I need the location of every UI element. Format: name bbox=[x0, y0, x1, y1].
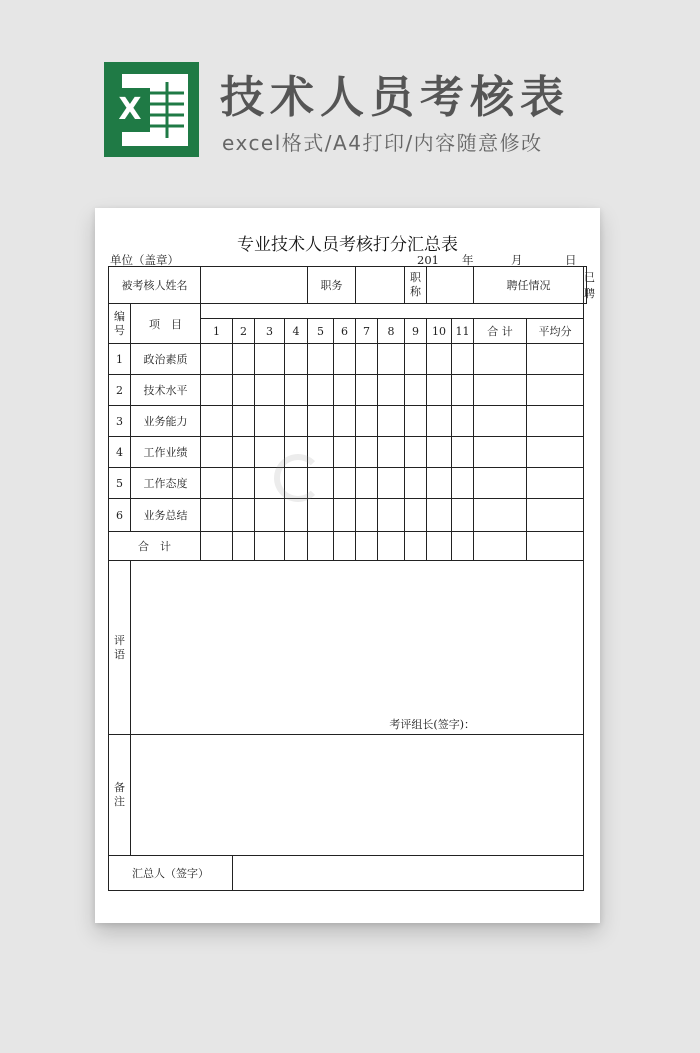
score-cell[interactable] bbox=[285, 468, 308, 499]
employment-value[interactable]: 已聘 bbox=[584, 267, 587, 304]
score-cell[interactable] bbox=[356, 375, 378, 406]
avg-cell[interactable] bbox=[527, 468, 584, 499]
comments-area[interactable] bbox=[131, 561, 584, 735]
score-cell[interactable] bbox=[427, 437, 452, 468]
table-row bbox=[109, 468, 587, 499]
item-header: 项 目 bbox=[131, 304, 201, 344]
score-cell[interactable] bbox=[201, 375, 233, 406]
summarizer-label: 汇总人（签字） bbox=[109, 856, 233, 891]
score-cell[interactable] bbox=[201, 344, 233, 375]
score-cell[interactable] bbox=[255, 499, 285, 532]
date-month: 月 bbox=[511, 253, 523, 267]
score-cell[interactable] bbox=[255, 437, 285, 468]
score-cell[interactable] bbox=[308, 468, 334, 499]
name-label: 被考核人姓名 bbox=[109, 267, 201, 304]
score-cell[interactable] bbox=[201, 437, 233, 468]
page-subtitle: excel格式/A4打印/内容随意修改 bbox=[222, 131, 543, 155]
table-row bbox=[109, 375, 587, 406]
score-cell[interactable] bbox=[255, 468, 285, 499]
col-header-6: 6 bbox=[334, 319, 356, 344]
comments-row bbox=[109, 561, 587, 735]
col-header-8: 8 bbox=[378, 319, 405, 344]
comments-sign-label: 考评组长(签字)： bbox=[389, 718, 475, 731]
notes-label: 备注 bbox=[109, 735, 131, 856]
score-cell[interactable] bbox=[285, 344, 308, 375]
total-cell[interactable] bbox=[474, 344, 527, 375]
score-cell[interactable] bbox=[427, 406, 452, 437]
row-no: 6 bbox=[109, 499, 131, 532]
table-row bbox=[109, 499, 587, 532]
row-item: 技术水平 bbox=[131, 375, 201, 406]
page-title: 技术人员考核表 bbox=[220, 72, 570, 123]
avg-cell[interactable] bbox=[527, 437, 584, 468]
score-cell[interactable] bbox=[356, 468, 378, 499]
score-cell[interactable] bbox=[334, 406, 356, 437]
row-item: 工作态度 bbox=[131, 468, 201, 499]
score-cell[interactable] bbox=[378, 375, 405, 406]
score-cell[interactable] bbox=[452, 437, 474, 468]
score-cell[interactable] bbox=[427, 532, 452, 561]
form-title: 专业技术人员考核打分汇总表 bbox=[237, 235, 458, 255]
date-year: 201 年 bbox=[417, 253, 474, 267]
col-header-5: 5 bbox=[308, 319, 334, 344]
score-cell[interactable] bbox=[452, 468, 474, 499]
score-cell[interactable] bbox=[308, 406, 334, 437]
score-cell[interactable] bbox=[452, 406, 474, 437]
total-cell[interactable] bbox=[474, 375, 527, 406]
score-cell[interactable] bbox=[233, 499, 255, 532]
score-cell[interactable] bbox=[378, 468, 405, 499]
score-cell[interactable] bbox=[308, 375, 334, 406]
score-cell[interactable] bbox=[285, 499, 308, 532]
excel-logo-icon bbox=[104, 62, 199, 157]
total-row bbox=[109, 532, 587, 561]
score-cell[interactable] bbox=[356, 406, 378, 437]
score-cell[interactable] bbox=[201, 499, 233, 532]
score-cell[interactable] bbox=[405, 499, 427, 532]
total-cell[interactable] bbox=[474, 532, 527, 561]
name-input[interactable] bbox=[201, 267, 308, 304]
col-header-9: 9 bbox=[405, 319, 427, 344]
position-label: 职务 bbox=[308, 267, 356, 304]
header-row-top bbox=[109, 304, 587, 319]
score-cell[interactable] bbox=[308, 437, 334, 468]
row-no: 1 bbox=[109, 344, 131, 375]
row-no: 3 bbox=[109, 406, 131, 437]
assessment-table bbox=[108, 266, 595, 891]
total-cell[interactable] bbox=[474, 406, 527, 437]
score-cell[interactable] bbox=[255, 406, 285, 437]
title-input[interactable] bbox=[427, 267, 474, 304]
score-cell[interactable] bbox=[452, 532, 474, 561]
avg-cell[interactable] bbox=[527, 406, 584, 437]
score-cell[interactable] bbox=[378, 499, 405, 532]
avg-cell[interactable] bbox=[527, 344, 584, 375]
score-cell[interactable] bbox=[356, 499, 378, 532]
score-cell[interactable] bbox=[452, 375, 474, 406]
col-header-10: 10 bbox=[427, 319, 452, 344]
notes-row bbox=[109, 735, 587, 856]
score-cell[interactable] bbox=[356, 532, 378, 561]
row-item: 政治素质 bbox=[131, 344, 201, 375]
no-header: 编号 bbox=[109, 304, 131, 344]
score-cell[interactable] bbox=[334, 499, 356, 532]
table-row bbox=[109, 344, 587, 375]
score-header-blank bbox=[201, 304, 584, 319]
score-cell[interactable] bbox=[378, 532, 405, 561]
score-cell[interactable] bbox=[405, 406, 427, 437]
info-row bbox=[109, 267, 587, 304]
avg-header: 平均分 bbox=[527, 319, 584, 344]
score-cell[interactable] bbox=[405, 532, 427, 561]
comments-label: 评语 bbox=[109, 561, 131, 735]
total-header: 合 计 bbox=[474, 319, 527, 344]
score-cell[interactable] bbox=[427, 468, 452, 499]
score-cell[interactable] bbox=[285, 532, 308, 561]
score-cell[interactable] bbox=[405, 375, 427, 406]
score-cell[interactable] bbox=[308, 344, 334, 375]
excel-x-letter: X bbox=[110, 88, 150, 132]
row-no: 2 bbox=[109, 375, 131, 406]
score-cell[interactable] bbox=[405, 437, 427, 468]
score-cell[interactable] bbox=[285, 437, 308, 468]
score-cell[interactable] bbox=[427, 375, 452, 406]
title-label: 职称 bbox=[405, 267, 427, 304]
col-header-2: 2 bbox=[233, 319, 255, 344]
date-day: 日 bbox=[565, 253, 577, 267]
employment-label: 聘任情况 bbox=[474, 267, 584, 304]
form-paper bbox=[95, 208, 600, 923]
score-cell[interactable] bbox=[405, 468, 427, 499]
score-cell[interactable] bbox=[201, 406, 233, 437]
row-item: 业务总结 bbox=[131, 499, 201, 532]
avg-cell[interactable] bbox=[527, 375, 584, 406]
row-no: 5 bbox=[109, 468, 131, 499]
score-cell[interactable] bbox=[201, 468, 233, 499]
row-no: 4 bbox=[109, 437, 131, 468]
score-cell[interactable] bbox=[378, 437, 405, 468]
score-cell[interactable] bbox=[334, 468, 356, 499]
score-cell[interactable] bbox=[233, 532, 255, 561]
row-item: 工作业绩 bbox=[131, 437, 201, 468]
avg-cell[interactable] bbox=[527, 532, 584, 561]
score-cell[interactable] bbox=[233, 344, 255, 375]
summarizer-input[interactable] bbox=[233, 856, 584, 891]
score-cell[interactable] bbox=[285, 375, 308, 406]
grid-lines-icon bbox=[150, 82, 184, 138]
score-cell[interactable] bbox=[201, 532, 233, 561]
score-cell[interactable] bbox=[255, 375, 285, 406]
total-row-label: 合 计 bbox=[109, 532, 201, 561]
total-cell[interactable] bbox=[474, 468, 527, 499]
position-input[interactable] bbox=[356, 267, 405, 304]
score-cell[interactable] bbox=[405, 344, 427, 375]
score-cell[interactable] bbox=[334, 437, 356, 468]
score-cell[interactable] bbox=[452, 344, 474, 375]
summarizer-row bbox=[109, 856, 587, 891]
score-cell[interactable] bbox=[233, 437, 255, 468]
score-cell[interactable] bbox=[308, 499, 334, 532]
col-header-11: 11 bbox=[452, 319, 474, 344]
score-cell[interactable] bbox=[308, 532, 334, 561]
score-cell[interactable] bbox=[427, 499, 452, 532]
score-cell[interactable] bbox=[285, 406, 308, 437]
score-cell[interactable] bbox=[233, 468, 255, 499]
score-cell[interactable] bbox=[452, 499, 474, 532]
col-header-7: 7 bbox=[356, 319, 378, 344]
total-cell[interactable] bbox=[474, 437, 527, 468]
score-cell[interactable] bbox=[334, 344, 356, 375]
unit-label: 单位（盖章） bbox=[110, 253, 179, 267]
table-row bbox=[109, 437, 587, 468]
score-cell[interactable] bbox=[255, 532, 285, 561]
score-cell[interactable] bbox=[334, 532, 356, 561]
score-cell[interactable] bbox=[356, 344, 378, 375]
score-cell[interactable] bbox=[356, 437, 378, 468]
total-cell[interactable] bbox=[474, 499, 527, 532]
score-cell[interactable] bbox=[334, 375, 356, 406]
score-cell[interactable] bbox=[255, 344, 285, 375]
score-cell[interactable] bbox=[427, 344, 452, 375]
score-cell[interactable] bbox=[233, 375, 255, 406]
score-cell[interactable] bbox=[378, 406, 405, 437]
col-header-1: 1 bbox=[201, 319, 233, 344]
col-header-3: 3 bbox=[255, 319, 285, 344]
col-header-4: 4 bbox=[285, 319, 308, 344]
score-cell[interactable] bbox=[378, 344, 405, 375]
table-row bbox=[109, 406, 587, 437]
notes-area[interactable] bbox=[131, 735, 584, 856]
avg-cell[interactable] bbox=[527, 499, 584, 532]
row-item: 业务能力 bbox=[131, 406, 201, 437]
score-cell[interactable] bbox=[233, 406, 255, 437]
